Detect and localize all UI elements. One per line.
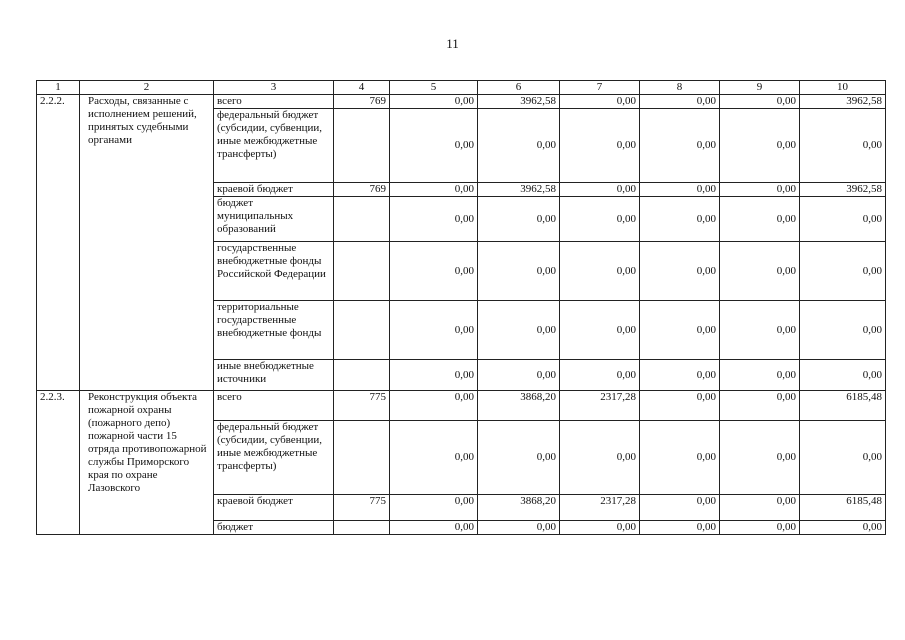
header-cell: 9 [720, 81, 800, 95]
header-cell: 10 [800, 81, 886, 95]
value-cell: 0,00 [640, 495, 720, 521]
value-cell: 0,00 [478, 421, 560, 495]
funding-source: всего [214, 391, 334, 421]
value-cell: 0,00 [640, 301, 720, 360]
value-cell: 0,00 [720, 301, 800, 360]
value-cell: 0,00 [478, 360, 560, 391]
value-cell: 0,00 [390, 95, 478, 109]
value-cell: 0,00 [640, 109, 720, 183]
value-cell: 0,00 [478, 197, 560, 242]
table-row [37, 391, 886, 421]
row-name: Реконструкция объекта пожарной охраны (пожарного депо) пожарной части 15 отряда противопожарной службы Приморского края по охране Лазовского [80, 391, 214, 535]
value-cell: 0,00 [720, 391, 800, 421]
value-cell: 0,00 [800, 521, 886, 535]
value-cell: 3868,20 [478, 495, 560, 521]
funding-source: бюджет муниципальных образований [214, 197, 334, 242]
value-cell: 0,00 [560, 109, 640, 183]
value-cell: 0,00 [560, 421, 640, 495]
value-cell: 0,00 [640, 421, 720, 495]
code-cell [334, 301, 390, 360]
value-cell: 3962,58 [800, 183, 886, 197]
code-cell: 775 [334, 495, 390, 521]
value-cell: 0,00 [560, 183, 640, 197]
code-cell [334, 360, 390, 391]
value-cell: 0,00 [478, 301, 560, 360]
value-cell: 0,00 [390, 495, 478, 521]
funding-source: государственные внебюджетные фонды Российской Федерации [214, 242, 334, 301]
value-cell: 0,00 [640, 391, 720, 421]
value-cell: 6185,48 [800, 391, 886, 421]
value-cell: 0,00 [720, 242, 800, 301]
row-code: 2.2.3. [37, 391, 80, 535]
value-cell: 0,00 [720, 521, 800, 535]
value-cell: 3962,58 [478, 95, 560, 109]
value-cell: 2317,28 [560, 391, 640, 421]
code-cell: 769 [334, 95, 390, 109]
value-cell: 0,00 [640, 183, 720, 197]
page-number: 11 [446, 36, 459, 51]
value-cell: 0,00 [720, 495, 800, 521]
value-cell: 0,00 [560, 521, 640, 535]
header-cell: 5 [390, 81, 478, 95]
value-cell: 0,00 [390, 109, 478, 183]
value-cell: 0,00 [390, 391, 478, 421]
value-cell: 0,00 [640, 360, 720, 391]
code-cell [334, 521, 390, 535]
funding-source: краевой бюджет [214, 495, 334, 521]
table-body [37, 81, 886, 535]
code-cell [334, 242, 390, 301]
value-cell: 3962,58 [478, 183, 560, 197]
value-cell: 0,00 [640, 197, 720, 242]
header-cell: 4 [334, 81, 390, 95]
row-name: Расходы, связанные с исполнением решений, принятых судебными органами [80, 95, 214, 391]
value-cell: 0,00 [720, 183, 800, 197]
value-cell: 0,00 [390, 421, 478, 495]
header-cell: 8 [640, 81, 720, 95]
value-cell: 0,00 [800, 197, 886, 242]
budget-table [36, 80, 886, 535]
header-cell: 6 [478, 81, 560, 95]
funding-source: иные внебюджетные источники [214, 360, 334, 391]
value-cell: 0,00 [390, 521, 478, 535]
value-cell: 0,00 [720, 421, 800, 495]
value-cell: 0,00 [720, 197, 800, 242]
value-cell: 0,00 [390, 360, 478, 391]
value-cell: 0,00 [478, 242, 560, 301]
row-code: 2.2.2. [37, 95, 80, 391]
value-cell: 3868,20 [478, 391, 560, 421]
value-cell: 3962,58 [800, 95, 886, 109]
value-cell: 0,00 [560, 197, 640, 242]
value-cell: 0,00 [800, 360, 886, 391]
code-cell [334, 197, 390, 242]
code-cell: 775 [334, 391, 390, 421]
header-cell: 1 [37, 81, 80, 95]
code-cell [334, 109, 390, 183]
value-cell: 0,00 [720, 95, 800, 109]
value-cell: 0,00 [640, 521, 720, 535]
value-cell: 0,00 [800, 421, 886, 495]
table-row [37, 95, 886, 109]
funding-source: федеральный бюджет (субсидии, субвенции, иные межбюджетные трансферты) [214, 109, 334, 183]
header-cell: 3 [214, 81, 334, 95]
header-row [37, 81, 886, 95]
value-cell: 0,00 [800, 109, 886, 183]
value-cell: 0,00 [478, 109, 560, 183]
code-cell [334, 421, 390, 495]
value-cell: 0,00 [640, 95, 720, 109]
value-cell: 2317,28 [560, 495, 640, 521]
value-cell: 0,00 [800, 242, 886, 301]
header-cell: 7 [560, 81, 640, 95]
value-cell: 0,00 [560, 242, 640, 301]
code-cell: 769 [334, 183, 390, 197]
header-cell: 2 [80, 81, 214, 95]
value-cell: 0,00 [640, 242, 720, 301]
value-cell: 0,00 [560, 95, 640, 109]
value-cell: 0,00 [560, 301, 640, 360]
value-cell: 0,00 [390, 301, 478, 360]
funding-source: всего [214, 95, 334, 109]
value-cell: 0,00 [390, 242, 478, 301]
funding-source: бюджет [214, 521, 334, 535]
value-cell: 0,00 [390, 183, 478, 197]
funding-source: федеральный бюджет (субсидии, субвенции, иные межбюджетные трансферты) [214, 421, 334, 495]
value-cell: 0,00 [560, 360, 640, 391]
funding-source: краевой бюджет [214, 183, 334, 197]
value-cell: 0,00 [720, 360, 800, 391]
value-cell: 0,00 [720, 109, 800, 183]
value-cell: 6185,48 [800, 495, 886, 521]
funding-source: территориальные государственные внебюджетные фонды [214, 301, 334, 360]
value-cell: 0,00 [478, 521, 560, 535]
value-cell: 0,00 [390, 197, 478, 242]
value-cell: 0,00 [800, 301, 886, 360]
